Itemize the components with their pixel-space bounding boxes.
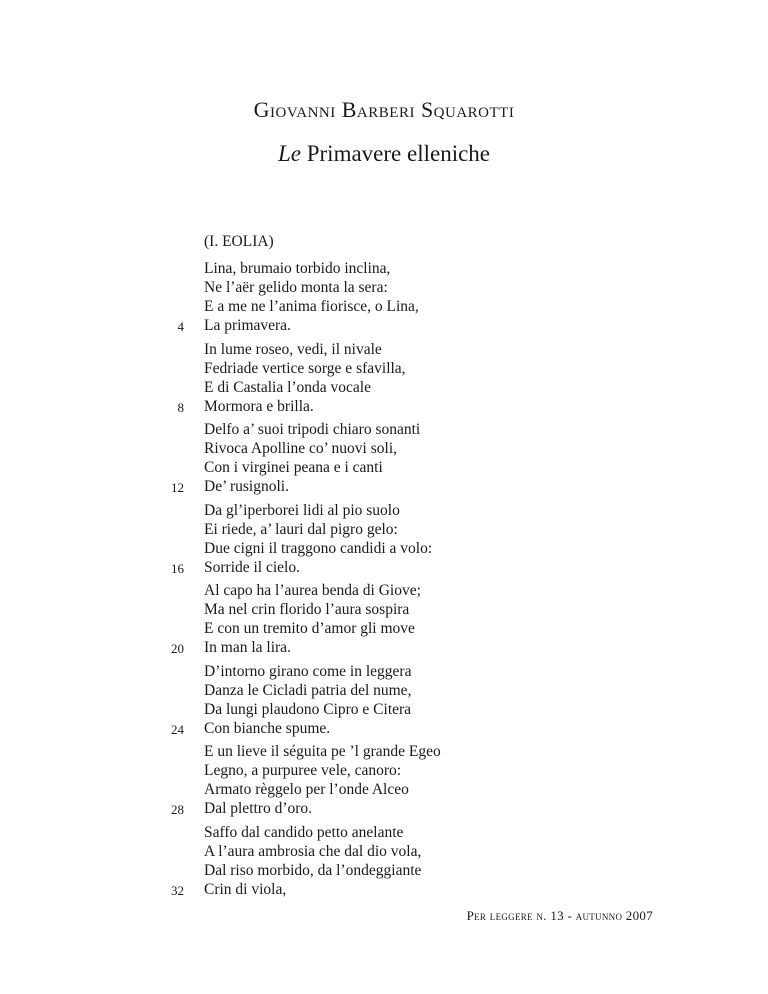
verse-line: E un lieve il séguita pe ’l grande Egeo	[204, 743, 441, 760]
verse-line: Saffo dal candido petto anelante	[204, 824, 404, 841]
line-number: 28	[171, 802, 184, 817]
stanza	[204, 501, 432, 577]
verse-line: Da gl’iperborei lidi al pio suolo	[204, 502, 400, 519]
line-number: 32	[171, 883, 184, 898]
verse-line: A l’aura ambrosia che dal dio vola,	[204, 843, 422, 860]
verse-line: Delfo a’ suoi tripodi chiaro sonanti	[204, 421, 421, 438]
line-number: 12	[171, 480, 184, 495]
section-label: (I. EOLIA)	[204, 233, 274, 250]
verse-line: Con bianche spume.	[204, 720, 331, 737]
line-number: 16	[171, 561, 184, 576]
verse-line: Armato règgelo per l’onde Alceo	[204, 781, 409, 798]
verse-line: Dal riso morbido, da l’ondeggiante	[204, 862, 422, 879]
verse-line: De’ rusignoli.	[204, 478, 289, 495]
verse-line: E con un tremito d’amor gli move	[204, 620, 415, 637]
verse-line: Con i virginei peana e i canti	[204, 459, 383, 476]
stanza	[204, 420, 420, 496]
verse-line: In man la lira.	[204, 639, 291, 656]
stanza	[204, 742, 441, 818]
verse-line: Lina, brumaio torbido inclina,	[204, 260, 391, 277]
verse-line: Due cigni il traggono candidi a volo:	[204, 540, 433, 557]
line-number: 8	[177, 400, 184, 415]
verse-line: Dal plettro d’oro.	[204, 800, 313, 817]
verse-line: In lume roseo, vedi, il nivale	[204, 341, 382, 358]
stanza	[204, 662, 411, 738]
line-number: 24	[171, 722, 184, 737]
verse-line: Mormora e brilla.	[204, 398, 314, 415]
verse-line: E di Castalia l’onda vocale	[204, 379, 371, 396]
stanza	[204, 823, 421, 899]
poem-title	[0, 141, 768, 167]
line-number: 20	[171, 641, 184, 656]
verse-line: E a me ne l’anima fiorisce, o Lina,	[204, 298, 419, 315]
author-name: Giovanni Barberi Squarotti	[253, 97, 515, 122]
verse-line: Da lungi plaudono Cipro e Citera	[204, 701, 412, 718]
page-footer: Per leggere n. 13 - autunno 2007	[466, 908, 653, 923]
verse-line: Al capo ha l’aurea benda di Giove;	[204, 582, 421, 599]
verse-line: Rivoca Apolline co’ nuovi soli,	[204, 440, 398, 457]
verse-line: Ne l’aër gelido monta la sera:	[204, 279, 388, 296]
poem-title-italic: Le	[277, 141, 301, 166]
verse-line: Fedriade vertice sorge e sfavilla,	[204, 360, 406, 377]
verse-line: Sorride il cielo.	[204, 559, 300, 576]
stanza	[204, 581, 421, 657]
verse-line: La primavera.	[204, 317, 291, 334]
poem-title-rest: Primavere elleniche	[300, 141, 491, 166]
verse-line: Ma nel crin florido l’aura sospira	[204, 601, 410, 618]
verse-line: D’intorno girano come in leggera	[204, 663, 412, 680]
stanza	[204, 340, 406, 416]
verse-line: Legno, a purpuree vele, canoro:	[204, 762, 402, 779]
verse-line: Ei riede, a’ lauri dal pigro gelo:	[204, 521, 398, 538]
line-number: 4	[177, 319, 184, 334]
verse-line: Crin di viola,	[204, 881, 287, 898]
verse-line: Danza le Cicladi patria del nume,	[204, 682, 412, 699]
stanza	[204, 259, 419, 335]
